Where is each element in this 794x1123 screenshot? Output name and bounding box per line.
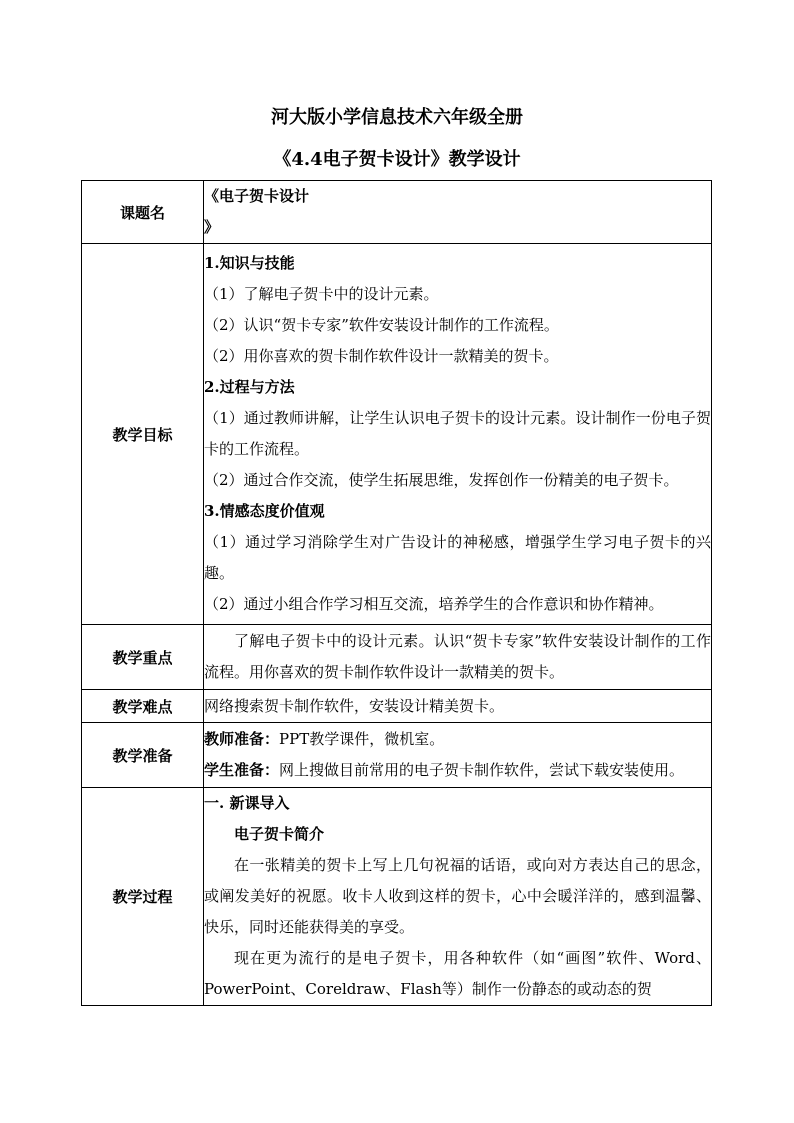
table-row-process — [82, 788, 712, 1006]
student-preparation — [204, 755, 711, 786]
process-label: 教学过程 — [82, 788, 204, 1006]
table-row-key-points — [82, 625, 712, 690]
goals-section2-heading: 2.过程与方法 — [204, 378, 295, 396]
difficulties-label: 教学难点 — [82, 690, 204, 723]
topic-value-line2: 》 — [204, 218, 220, 236]
topic-label: 课题名 — [82, 181, 204, 244]
student-preparation-label: 学生准备： — [204, 761, 280, 779]
goals-section3-heading: 3.情感态度价值观 — [204, 502, 325, 520]
table-row-goals — [82, 244, 712, 625]
process-paragraph: 现在更为流行的是电子贺卡，用各种软件（如“画图”软件、Word、PowerPoint、Coreldraw、Flash等）制作一份静态的或动态的贺 — [204, 949, 711, 998]
goals-section1-item: （2）用你喜欢的贺卡制作软件设计一款精美的贺卡。 — [204, 347, 559, 365]
preparation-cell — [204, 723, 712, 788]
process-cell — [204, 788, 712, 1006]
document-subtitle: 《4.4电子贺卡设计》教学设计 — [273, 149, 521, 170]
student-preparation-text: 网上搜做目前常用的电子贺卡制作软件，尝试下载安装使用。 — [279, 761, 685, 779]
table-row-preparation — [82, 723, 712, 788]
goals-section3-item: （1）通过学习消除学生对广告设计的神秘感，增强学生学习电子贺卡的兴趣。 — [204, 533, 711, 582]
difficulties-cell — [204, 690, 712, 723]
teacher-preparation-label: 教师准备： — [204, 730, 280, 748]
teacher-preparation-text: PPT教学课件，微机室。 — [279, 730, 445, 748]
topic-cell — [204, 181, 712, 244]
goals-section1-item: （2）认识“贺卡专家”软件安装设计制作的工作流程。 — [204, 316, 559, 334]
goals-section3-item: （2）通过小组合作学习相互交流，培养学生的合作意识和协作精神。 — [204, 595, 664, 613]
goals-section2-item: （2）通过合作交流，使学生拓展思维，发挥创作一份精美的电子贺卡。 — [204, 471, 679, 489]
document-title: 河大版小学信息技术六年级全册 — [271, 107, 523, 128]
lesson-plan-table — [81, 180, 712, 1006]
table-row-difficulties — [82, 690, 712, 723]
goals-section1-heading: 1.知识与技能 — [204, 254, 295, 272]
process-section-heading: 一. 新课导入 — [204, 794, 290, 812]
goals-label: 教学目标 — [82, 244, 204, 625]
difficulties-text: 网络搜索贺卡制作软件，安装设计精美贺卡。 — [204, 696, 505, 715]
teacher-preparation — [204, 724, 711, 755]
table-row-topic — [82, 181, 712, 244]
goals-cell — [204, 244, 712, 625]
process-paragraph: 在一张精美的贺卡上写上几句祝福的话语，或向对方表达自己的思念，或阐发美好的祝愿。收卡人收到这样的贺卡，心中会暖洋洋的，感到温馨、快乐，同时还能获得美的享受。 — [204, 856, 711, 936]
key-points-cell — [204, 625, 712, 690]
topic-value-line1: 《电子贺卡设计 — [204, 187, 310, 205]
goals-section2-item: （1）通过教师讲解，让学生认识电子贺卡的设计元素。设计制作一份电子贺卡的工作流程。 — [204, 409, 711, 458]
preparation-label: 教学准备 — [82, 723, 204, 788]
goals-section1-item: （1）了解电子贺卡中的设计元素。 — [204, 285, 439, 303]
key-points-label: 教学重点 — [82, 625, 204, 690]
process-sub-heading: 电子贺卡简介 — [234, 825, 325, 843]
key-points-text: 了解电子贺卡中的设计元素。认识“贺卡专家”软件安装设计制作的工作流程。用你喜欢的贺卡制作软件设计一款精美的贺卡。 — [204, 632, 711, 681]
